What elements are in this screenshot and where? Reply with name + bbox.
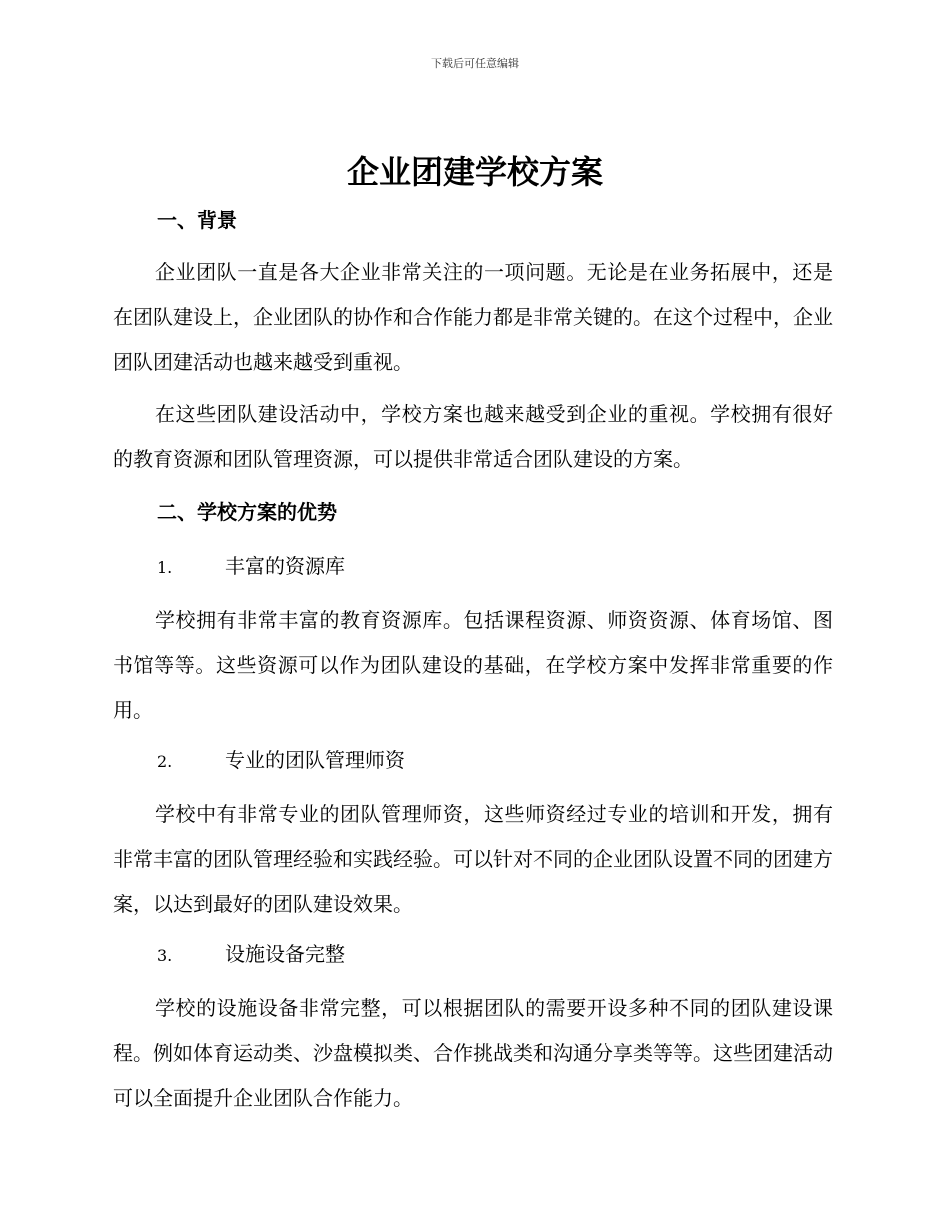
list-item-number: 2. (157, 752, 173, 771)
advantage-3-paragraph-block (113, 986, 833, 1121)
background-paragraph-1: 企业团队一直是各大企业非常关注的一项问题。无论是在业务拓展中，还是在团队建设上，企业团队的协作和合作能力都是非常关键的。在这个过程中，企业团队团建活动也越来越受到重视。 (113, 260, 833, 374)
advantage-2-paragraph: 学校中有非常专业的团队管理师资，这些师资经过专业的培训和开发，拥有非常丰富的团队管理经验和实践经验。可以针对不同的企业团队设置不同的团建方案，以达到最好的团队建设效果。 (113, 802, 833, 916)
list-item-title: 丰富的资源库 (225, 554, 345, 578)
list-item-number: 3. (157, 946, 173, 965)
list-item-1 (157, 552, 345, 582)
section-heading-background: 一、背景 (157, 208, 237, 232)
document-title: 企业团建学校方案 (346, 153, 603, 191)
header-note: 下载后可任意编辑 (431, 57, 519, 70)
list-item-3 (157, 940, 345, 970)
list-item-2 (157, 746, 405, 776)
list-item-title: 设施设备完整 (225, 942, 345, 966)
list-item-number: 1. (157, 558, 173, 577)
advantage-1-paragraph-block (113, 598, 833, 733)
list-item-title: 专业的团队管理师资 (225, 748, 405, 772)
background-paragraph-1-block (113, 250, 833, 385)
advantage-3-paragraph: 学校的设施设备非常完整，可以根据团队的需要开设多种不同的团队建设课程。例如体育运动类、沙盘模拟类、合作挑战类和沟通分享类等等。这些团建活动可以全面提升企业团队合作能力。 (113, 996, 833, 1110)
section-heading-advantages: 二、学校方案的优势 (157, 500, 337, 524)
background-paragraph-2-block (113, 392, 833, 482)
advantage-2-paragraph-block (113, 792, 833, 927)
advantage-1-paragraph: 学校拥有非常丰富的教育资源库。包括课程资源、师资资源、体育场馆、图书馆等等。这些资源可以作为团队建设的基础，在学校方案中发挥非常重要的作用。 (113, 608, 833, 722)
background-paragraph-2: 在这些团队建设活动中，学校方案也越来越受到企业的重视。学校拥有很好的教育资源和团队管理资源，可以提供非常适合团队建设的方案。 (113, 402, 833, 471)
